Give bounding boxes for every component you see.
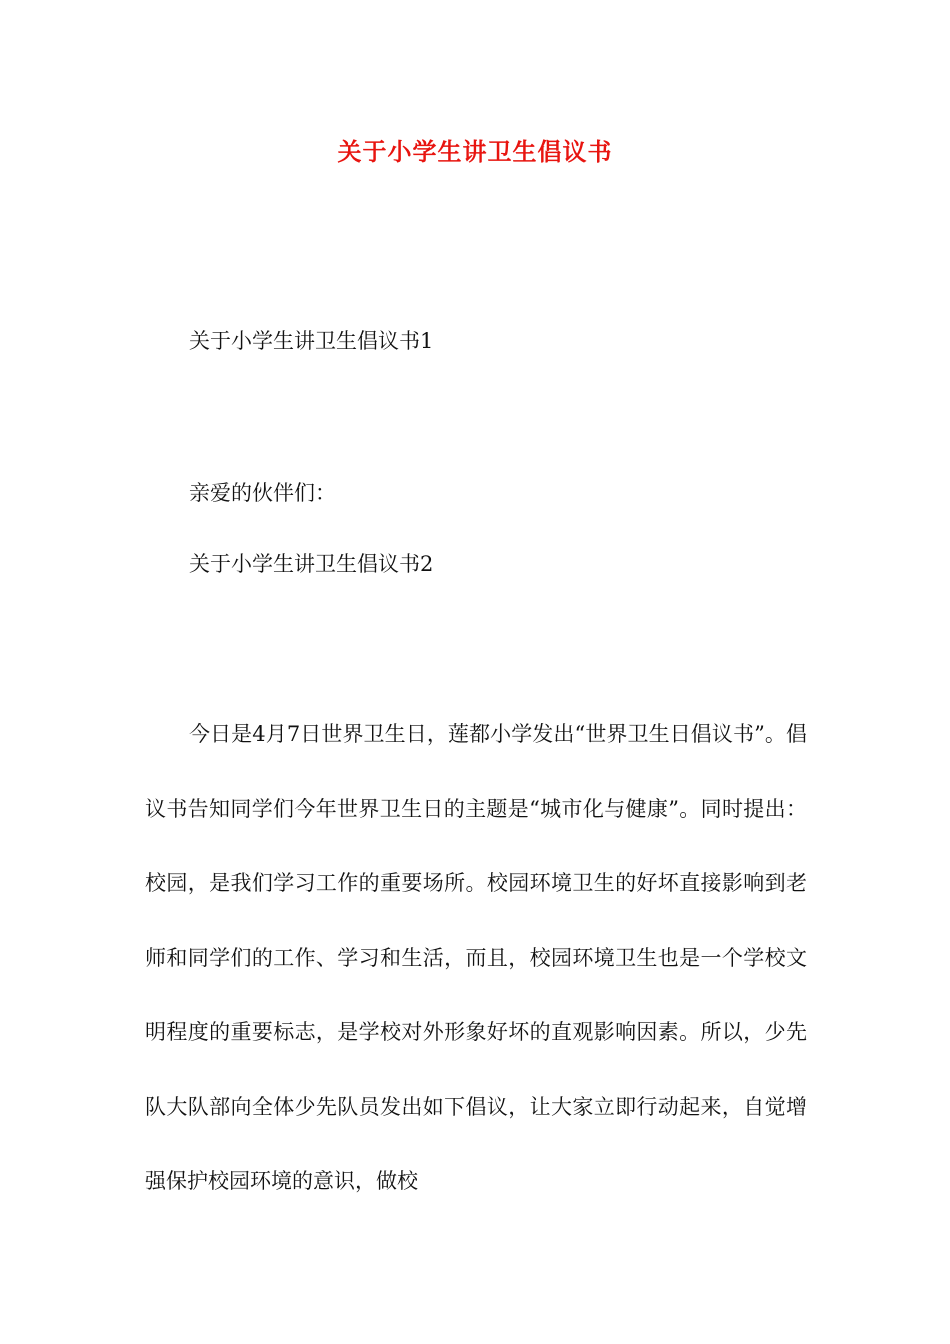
section-heading-1: 关于小学生讲卫生倡议书1 <box>189 329 434 353</box>
section-heading-2: 关于小学生讲卫生倡议书2 <box>189 552 434 576</box>
body-paragraph: 今日是4月7日世界卫生日，莲都小学发出“世界卫生日倡议书”。倡议书告知同学们今年世界卫生日的主题是“城市化与健康”。同时提出：校园，是我们学习工作的重要场所。校园环境卫生的好坏直接影响到老师和同学们的工作、学习和生活，而且，校园环境卫生也是一个学校文明程度的重要标志，是学校对外形象好坏的直观影响因素。所以，少先队大队部向全体少先队员发出如下倡议，让大家立即行动起来，自觉增强保护校园环境的意识，做校 <box>145 722 807 1193</box>
document-title: 关于小学生讲卫生倡议书 <box>337 138 613 166</box>
salutation: 亲爱的伙伴们： <box>189 481 336 505</box>
